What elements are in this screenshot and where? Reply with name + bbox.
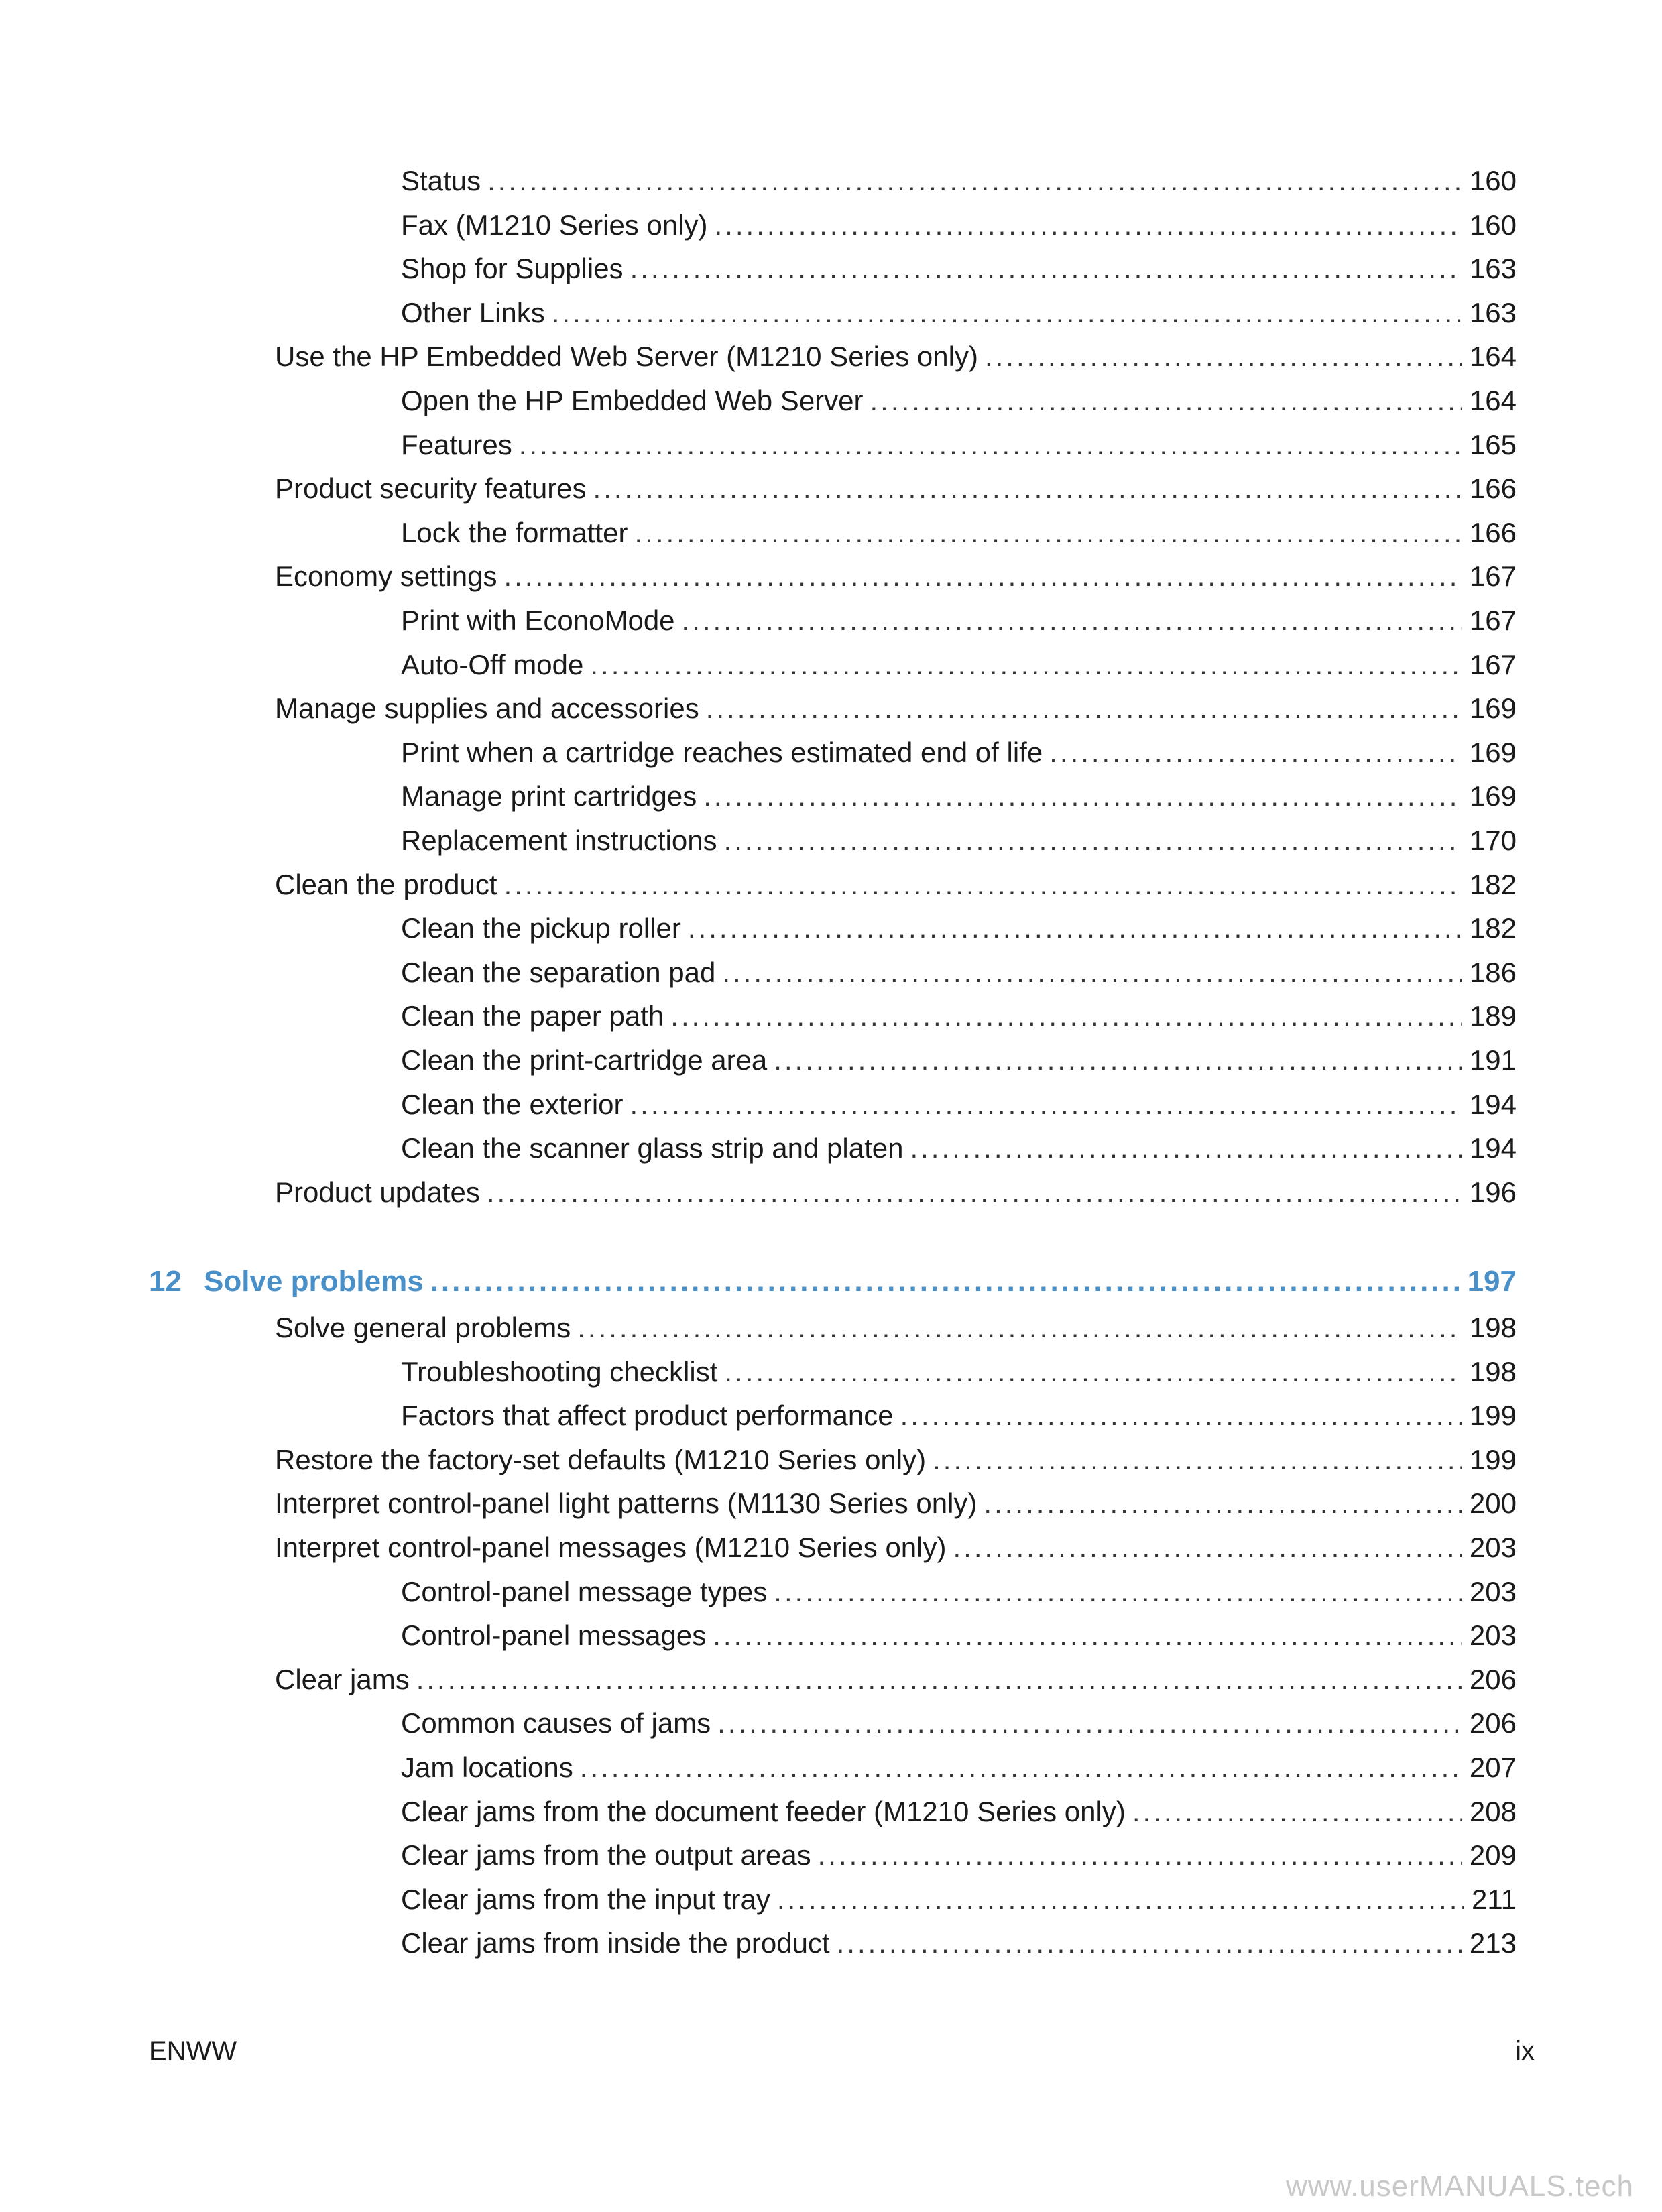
toc-entry[interactable] bbox=[401, 911, 1517, 946]
toc-entry-page-number: 198 bbox=[1469, 1355, 1517, 1388]
toc-entry-title: Clean the print-cartridge area bbox=[401, 1044, 768, 1076]
toc-entry[interactable] bbox=[275, 867, 1517, 902]
dot-leader bbox=[430, 1263, 1460, 1300]
toc-entry-title: Clean the product bbox=[275, 868, 497, 900]
toc-entry[interactable] bbox=[401, 1043, 1517, 1078]
toc-entry[interactable] bbox=[275, 471, 1517, 506]
toc-entry-title: Clean the exterior bbox=[401, 1088, 624, 1120]
toc-entry-page-number: 199 bbox=[1469, 1443, 1517, 1475]
toc-entry[interactable] bbox=[401, 1926, 1517, 1961]
toc-entry-page-number: 167 bbox=[1469, 560, 1517, 593]
toc-entry-title: Lock the formatter bbox=[401, 516, 628, 548]
toc-entry-title: Clean the scanner glass strip and platen bbox=[401, 1132, 904, 1164]
dot-leader bbox=[416, 1662, 1462, 1697]
dot-leader bbox=[703, 779, 1462, 814]
toc-entry[interactable] bbox=[401, 1618, 1517, 1653]
dot-leader bbox=[634, 515, 1461, 550]
toc-entry-title: Print with EconoMode bbox=[401, 605, 675, 636]
toc-entry-title: Features bbox=[401, 428, 512, 460]
dot-leader bbox=[984, 1486, 1462, 1521]
toc-entry[interactable] bbox=[401, 251, 1517, 286]
toc-entry-title: Clean the pickup roller bbox=[401, 912, 681, 944]
dot-leader bbox=[590, 648, 1462, 682]
toc-entry-page-number: 164 bbox=[1469, 385, 1517, 416]
toc-entry[interactable] bbox=[401, 735, 1517, 770]
toc-entry-page-number: 166 bbox=[1469, 516, 1517, 548]
toc-entry-title: Product security features bbox=[275, 473, 587, 505]
toc-entry-page-number: 211 bbox=[1472, 1883, 1517, 1915]
dot-leader bbox=[837, 1926, 1462, 1961]
toc-entry[interactable] bbox=[401, 1794, 1517, 1829]
dot-leader bbox=[487, 164, 1462, 198]
toc-entry-title: Clear jams from the output areas bbox=[401, 1839, 811, 1871]
toc-entry-page-number: 199 bbox=[1469, 1400, 1517, 1432]
toc-entry-title: Manage supplies and accessories bbox=[275, 692, 699, 725]
toc-entry[interactable] bbox=[275, 1662, 1517, 1697]
toc-entry[interactable] bbox=[275, 1486, 1517, 1521]
toc-entry[interactable] bbox=[401, 1750, 1517, 1785]
toc-entry-page-number: 167 bbox=[1469, 605, 1517, 636]
dot-leader bbox=[910, 1131, 1461, 1166]
toc-entry[interactable] bbox=[401, 1882, 1517, 1917]
toc-entry-page-number: 189 bbox=[1469, 1000, 1517, 1032]
dot-leader bbox=[670, 999, 1462, 1034]
toc-entry-page-number: 213 bbox=[1469, 1927, 1517, 1959]
dot-leader bbox=[688, 911, 1462, 946]
toc-entry-page-number: 191 bbox=[1469, 1044, 1517, 1076]
toc-entry-page-number: 163 bbox=[1469, 296, 1517, 328]
dot-leader bbox=[504, 559, 1462, 594]
toc-entry[interactable] bbox=[401, 383, 1517, 418]
toc-entry-page-number: 170 bbox=[1469, 824, 1517, 856]
toc-entry-title: Interpret control-panel messages (M1210 Series only) bbox=[275, 1532, 947, 1563]
toc-entry-page-number: 206 bbox=[1469, 1663, 1517, 1695]
dot-leader bbox=[593, 471, 1462, 506]
dot-leader bbox=[774, 1575, 1462, 1609]
toc-entry[interactable] bbox=[275, 1310, 1517, 1345]
toc-entry-title: Jam locations bbox=[401, 1752, 573, 1783]
toc-entry-page-number: 160 bbox=[1469, 165, 1517, 196]
dot-leader bbox=[519, 428, 1462, 463]
toc-entry[interactable] bbox=[401, 823, 1517, 858]
toc-entry-title: Other Links bbox=[401, 296, 545, 328]
dot-leader bbox=[724, 1355, 1462, 1390]
dot-leader bbox=[577, 1310, 1462, 1345]
dot-leader bbox=[552, 296, 1462, 330]
chapter-number: 12 bbox=[149, 1265, 182, 1298]
footer-page-number: ix bbox=[1515, 2036, 1535, 2066]
toc-entry-page-number: 169 bbox=[1469, 692, 1517, 725]
dot-leader bbox=[774, 1043, 1462, 1078]
toc-entry-page-number: 203 bbox=[1469, 1575, 1517, 1607]
dot-leader bbox=[715, 208, 1462, 243]
toc-entry-page-number: 198 bbox=[1469, 1312, 1517, 1343]
toc-entry-title: Factors that affect product performance bbox=[401, 1400, 894, 1432]
toc-entry[interactable] bbox=[275, 1530, 1517, 1565]
toc-entry-title: Clean the separation pad bbox=[401, 956, 716, 988]
watermark: www.userMANUALS.tech bbox=[1286, 2170, 1634, 2203]
toc-entry[interactable] bbox=[401, 428, 1517, 463]
toc-entry[interactable] bbox=[401, 164, 1517, 198]
toc-entry[interactable] bbox=[275, 559, 1517, 594]
toc-entry[interactable] bbox=[401, 648, 1517, 682]
toc-entry[interactable] bbox=[401, 1398, 1517, 1433]
toc-entry[interactable] bbox=[401, 1131, 1517, 1166]
toc-entry-page-number: 207 bbox=[1469, 1752, 1517, 1783]
toc-entry-title: Solve general problems bbox=[275, 1312, 571, 1343]
toc-entry-title: Troubleshooting checklist bbox=[401, 1355, 718, 1388]
toc-entry[interactable] bbox=[401, 955, 1517, 990]
dot-leader bbox=[504, 867, 1462, 902]
toc-entry-title: Clear jams from inside the product bbox=[401, 1927, 830, 1959]
dot-leader bbox=[777, 1882, 1464, 1917]
toc-entry[interactable] bbox=[401, 1575, 1517, 1609]
dot-leader bbox=[724, 823, 1462, 858]
toc-entry-title: Shop for Supplies bbox=[401, 253, 624, 285]
toc-entry-page-number: 209 bbox=[1469, 1839, 1517, 1871]
footer-code: ENWW bbox=[149, 2036, 237, 2066]
dot-leader bbox=[818, 1838, 1462, 1873]
dot-leader bbox=[682, 603, 1462, 638]
toc-entry[interactable] bbox=[401, 603, 1517, 638]
toc-entry-page-number: 194 bbox=[1469, 1132, 1517, 1164]
toc-entry-page-number: 163 bbox=[1469, 253, 1517, 285]
dot-leader bbox=[630, 1087, 1462, 1122]
toc-entry-title: Print when a cartridge reaches estimated end of life bbox=[401, 736, 1043, 768]
toc-entry-page-number: 164 bbox=[1469, 341, 1517, 373]
toc-entry-page-number: 169 bbox=[1469, 736, 1517, 768]
toc-entry-title: Use the HP Embedded Web Server (M1210 Series only) bbox=[275, 341, 978, 373]
toc-entry-title: Fax (M1210 Series only) bbox=[401, 208, 708, 241]
dot-leader bbox=[900, 1398, 1462, 1433]
dot-leader bbox=[717, 1706, 1462, 1741]
toc-entry-title: Economy settings bbox=[275, 560, 497, 593]
toc-entry-page-number: 182 bbox=[1469, 868, 1517, 900]
toc-entry[interactable] bbox=[401, 296, 1517, 330]
toc-entry[interactable] bbox=[401, 1838, 1517, 1873]
toc-entry[interactable] bbox=[275, 691, 1517, 726]
dot-leader bbox=[630, 251, 1462, 286]
dot-leader bbox=[713, 1618, 1462, 1653]
toc-entry-page-number: 169 bbox=[1469, 780, 1517, 812]
toc-entry-page-number: 167 bbox=[1469, 648, 1517, 680]
toc-entry-page-number: 206 bbox=[1469, 1707, 1517, 1739]
toc-entry-title: Replacement instructions bbox=[401, 824, 717, 856]
toc-entry-page-number: 186 bbox=[1469, 956, 1517, 988]
toc-entry-title: Common causes of jams bbox=[401, 1707, 711, 1739]
toc-entry-title: Manage print cartridges bbox=[401, 780, 697, 812]
dot-leader bbox=[985, 339, 1462, 374]
dot-leader bbox=[870, 383, 1462, 418]
toc-entry-page-number: 208 bbox=[1469, 1795, 1517, 1827]
toc-entry-title: Clear jams from the input tray bbox=[401, 1883, 770, 1915]
toc-entry[interactable] bbox=[275, 339, 1517, 374]
dot-leader bbox=[706, 691, 1462, 726]
chapter-heading[interactable] bbox=[149, 1263, 1517, 1300]
toc-entry-page-number: 182 bbox=[1469, 912, 1517, 944]
toc-entry-page-number: 196 bbox=[1469, 1176, 1517, 1208]
toc-entry-title: Product updates bbox=[275, 1176, 480, 1208]
toc-entry-page-number: 203 bbox=[1469, 1532, 1517, 1563]
chapter-title: Solve problems bbox=[204, 1265, 424, 1298]
toc-entry[interactable] bbox=[401, 1706, 1517, 1741]
toc-entry[interactable] bbox=[401, 515, 1517, 550]
toc-entry-title: Control-panel messages bbox=[401, 1619, 707, 1652]
toc-entry[interactable] bbox=[401, 208, 1517, 243]
toc-entry-page-number: 165 bbox=[1469, 428, 1517, 460]
toc-entry[interactable] bbox=[401, 1355, 1517, 1390]
dot-leader bbox=[580, 1750, 1462, 1785]
toc-entry[interactable] bbox=[275, 1442, 1517, 1477]
toc-entry-title: Open the HP Embedded Web Server bbox=[401, 385, 864, 416]
dot-leader bbox=[722, 955, 1462, 990]
toc-entry-title: Restore the factory-set defaults (M1210 Series only) bbox=[275, 1443, 927, 1475]
toc-entry-page-number: 166 bbox=[1469, 473, 1517, 505]
dot-leader bbox=[1049, 735, 1462, 770]
toc-entry[interactable] bbox=[275, 1175, 1517, 1210]
dot-leader bbox=[953, 1530, 1461, 1565]
toc-entry[interactable] bbox=[401, 999, 1517, 1034]
toc-entry-page-number: 203 bbox=[1469, 1619, 1517, 1652]
toc-entry-title: Clear jams bbox=[275, 1663, 410, 1695]
toc-entry[interactable] bbox=[401, 1087, 1517, 1122]
dot-leader bbox=[487, 1175, 1462, 1210]
dot-leader bbox=[933, 1442, 1462, 1477]
toc-entry-title: Clean the paper path bbox=[401, 1000, 664, 1032]
toc-entry-title: Interpret control-panel light patterns (M1130 Series only) bbox=[275, 1487, 977, 1520]
toc-entry-page-number: 200 bbox=[1469, 1487, 1517, 1520]
toc-entry-title: Status bbox=[401, 165, 481, 196]
dot-leader bbox=[1132, 1794, 1462, 1829]
toc-entry-title: Control-panel message types bbox=[401, 1575, 768, 1607]
toc-entry-title: Auto-Off mode bbox=[401, 648, 584, 680]
chapter-page-number: 197 bbox=[1467, 1265, 1517, 1298]
toc-entry[interactable] bbox=[401, 779, 1517, 814]
toc-entry-page-number: 160 bbox=[1469, 208, 1517, 241]
toc-entry-page-number: 194 bbox=[1469, 1088, 1517, 1120]
toc-entry-title: Clear jams from the document feeder (M1210 Series only) bbox=[401, 1795, 1126, 1827]
